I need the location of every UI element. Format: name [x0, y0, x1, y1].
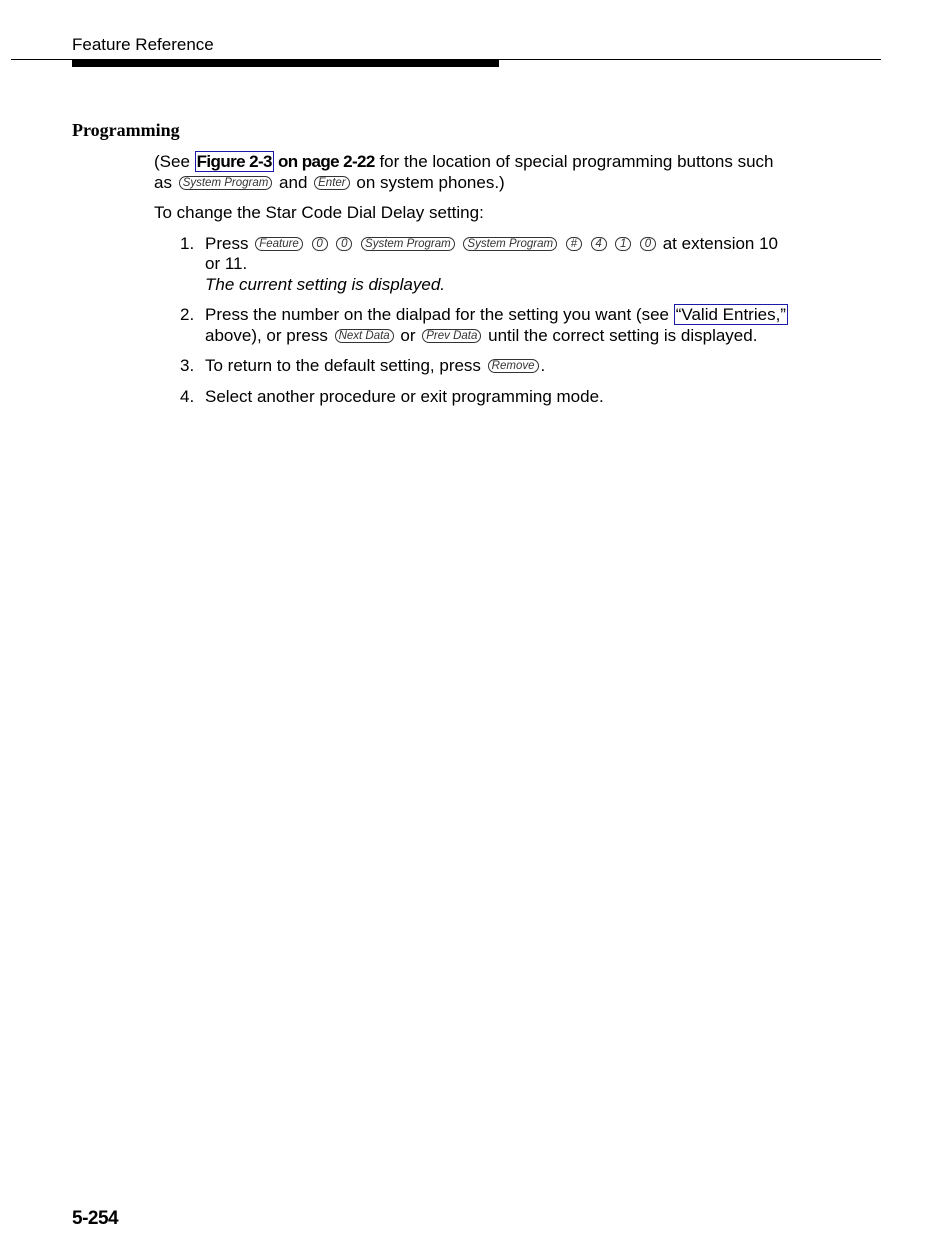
key-pound: #: [566, 237, 582, 251]
step-result: The current setting is displayed.: [205, 274, 446, 294]
key-enter: Enter: [314, 176, 350, 190]
lead-in-text: To change the Star Code Dial Delay setting:: [154, 203, 484, 222]
list-item: [154, 356, 794, 377]
header-rule-thick: [72, 60, 499, 67]
page-number: 5-254: [72, 1208, 119, 1229]
key-system-program: System Program: [179, 176, 273, 190]
section-heading: Programming: [72, 120, 180, 140]
steps-list: [154, 234, 794, 408]
step-number: 3.: [180, 356, 195, 375]
step-text: Press the number on the dialpad for the setting you want (see: [205, 305, 674, 324]
key-digit-0: 0: [640, 237, 656, 251]
step-text: until the correct setting is displayed.: [483, 325, 758, 345]
intro-paragraph: [154, 152, 794, 193]
step-text: at extension 10 or 11.: [205, 233, 779, 273]
intro-suffix: on system phones.): [351, 172, 505, 192]
step-text: or: [395, 325, 421, 345]
figure-link[interactable]: Figure 2-3: [196, 152, 272, 171]
step-number: 2.: [180, 305, 195, 324]
step-text: Select another procedure or exit programming mode.: [205, 386, 604, 406]
key-feature: Feature: [255, 237, 303, 251]
step-text: above), or press: [205, 325, 333, 345]
body-block: [154, 152, 794, 417]
key-next-data: Next Data: [335, 329, 394, 343]
key-digit-0: 0: [336, 237, 352, 251]
intro-and: and: [274, 172, 313, 192]
valid-entries-link[interactable]: “Valid Entries,”: [675, 305, 786, 324]
step-number: 4.: [180, 386, 195, 406]
step-text: Press: [205, 233, 254, 253]
key-prev-data: Prev Data: [422, 329, 481, 343]
page-header-title: Feature Reference: [72, 35, 214, 54]
key-remove: Remove: [488, 359, 539, 373]
key-system-program: System Program: [463, 237, 557, 251]
list-item: [154, 305, 794, 346]
key-digit-1: 1: [615, 237, 631, 251]
step-number: 1.: [180, 233, 195, 253]
list-item: [154, 387, 794, 408]
page-ref: on page 2-22: [273, 152, 375, 171]
intro-see-prefix: (See: [154, 152, 195, 171]
key-digit-4: 4: [591, 237, 607, 251]
step-text: To return to the default setting, press: [205, 356, 486, 375]
list-item: [154, 234, 794, 296]
intro-text: for the location of special programming buttons such as: [154, 152, 774, 192]
key-digit-0: 0: [312, 237, 328, 251]
step-text: .: [540, 356, 546, 375]
key-system-program: System Program: [361, 237, 455, 251]
